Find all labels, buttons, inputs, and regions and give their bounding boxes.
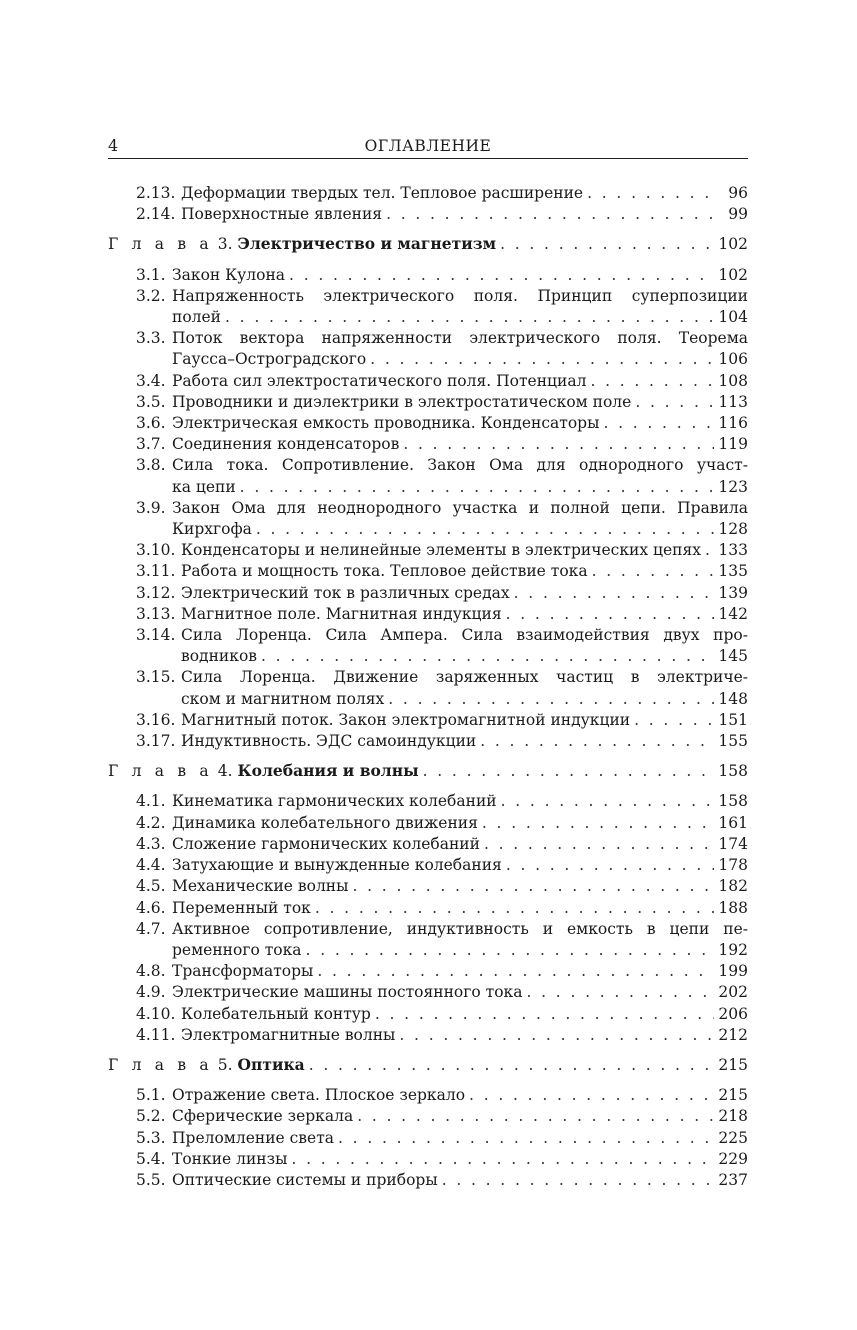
leader-dots [399, 1025, 714, 1046]
leader-dots [403, 434, 714, 455]
page-ref: 155 [718, 732, 748, 751]
toc-section-entry[interactable] [108, 434, 748, 455]
section-title-line: Напряженность электрического поля. Принцип суперпозиции [172, 286, 748, 305]
page-ref: 182 [718, 877, 748, 896]
section-number: 4.9. [136, 983, 166, 1002]
section-number: 4.5. [136, 877, 166, 896]
toc-section-entry[interactable] [108, 1085, 748, 1106]
table-of-contents [108, 183, 748, 1191]
toc-chapter-entry[interactable] [108, 1054, 748, 1076]
section-number: 5.5. [136, 1170, 166, 1189]
section-title-line: Электрические машины постоянного тока [172, 983, 523, 1002]
toc-section-entry[interactable] [108, 392, 748, 413]
section-title-line: Тонкие линзы [172, 1149, 288, 1168]
page-ref: 139 [718, 583, 748, 602]
leader-dots [357, 1106, 714, 1127]
section-number: 4.2. [136, 813, 166, 832]
leader-dots [240, 477, 714, 498]
toc-section-entry[interactable] [108, 265, 748, 286]
section-number: 5.3. [136, 1128, 166, 1147]
page-ref: 128 [718, 520, 748, 539]
toc-section-entry[interactable] [108, 328, 748, 370]
chapter-title: Оптика [237, 1054, 305, 1074]
section-title-line: Работа сил электростатического поля. Потенциал [172, 371, 587, 390]
page-ref: 188 [718, 898, 748, 917]
section-title-line: Переменный ток [172, 898, 311, 917]
section-number: 2.14. [136, 205, 176, 224]
leader-dots [291, 1149, 714, 1170]
page-ref: 104 [718, 308, 748, 327]
page-ref: 158 [718, 762, 748, 781]
section-title-line: Трансформаторы [172, 962, 314, 981]
section-number: 3.15. [136, 668, 176, 687]
section-title-line: Закон Кулона [172, 265, 286, 284]
section-title-line: Сложение гармонических колебаний [172, 834, 480, 853]
section-number: 3.16. [136, 710, 176, 729]
chapter-number: 3. [217, 235, 233, 254]
page-title: ОГЛАВЛЕНИЕ [364, 137, 492, 155]
section-number: 3.4. [136, 371, 166, 390]
section-title-line: Конденсаторы и нелинейные элементы в электрических цепях [181, 541, 702, 560]
section-title-line: Поток вектора напряженности электрического поля. Теорема [172, 329, 748, 348]
page-ref: 108 [718, 371, 748, 390]
section-number: 3.7. [136, 435, 166, 454]
toc-section-entry[interactable] [108, 413, 748, 434]
page-ref: 142 [718, 604, 748, 623]
section-title-line: Кирхгофа [172, 520, 252, 539]
toc-section-entry[interactable] [108, 286, 748, 328]
section-title-line: Электрическая емкость проводника. Конденсаторы [172, 414, 600, 433]
toc-section-entry[interactable] [108, 898, 748, 919]
toc-section-entry[interactable] [108, 183, 748, 204]
leader-dots [592, 561, 714, 582]
section-title-line: Поверхностные явления [181, 205, 383, 224]
section-title-line: полей [172, 308, 222, 327]
section-title-line: Сила Лоренца. Движение заряженных частиц в электриче- [181, 668, 748, 687]
page-ref: 99 [728, 205, 748, 224]
section-number: 3.14. [136, 626, 176, 645]
section-title-line: Деформации твердых тел. Тепловое расширение [181, 184, 584, 202]
toc-section-entry[interactable] [108, 961, 748, 982]
running-header [108, 136, 748, 159]
toc-section-entry[interactable] [108, 583, 748, 604]
section-number: 4.10. [136, 1004, 176, 1023]
toc-section-entry[interactable] [108, 1149, 748, 1170]
section-number: 4.3. [136, 834, 166, 853]
leader-dots [705, 540, 714, 561]
page-ref: 96 [728, 184, 748, 202]
page-ref: 218 [718, 1107, 748, 1126]
toc-section-entry[interactable] [108, 1025, 748, 1046]
section-title-line: Отражение света. Плоское зеркало [172, 1086, 466, 1105]
toc-section-entry[interactable] [108, 498, 748, 540]
section-title-line: Динамика колебательного движения [172, 813, 478, 832]
leader-dots [306, 940, 714, 961]
toc-section-entry[interactable] [108, 1170, 748, 1191]
leader-dots [634, 710, 714, 731]
page-ref: 178 [718, 856, 748, 875]
page-ref: 199 [718, 962, 748, 981]
chapter-label: Г л а в а [108, 235, 213, 254]
leader-dots [501, 791, 714, 812]
leader-dots [635, 392, 714, 413]
section-number: 4.4. [136, 856, 166, 875]
toc-section-entry[interactable] [108, 667, 748, 709]
leader-dots [423, 761, 714, 782]
toc-section-entry[interactable] [108, 710, 748, 731]
leader-dots [587, 183, 714, 204]
page-ref: 192 [718, 940, 748, 959]
section-title-line: Механические волны [172, 877, 349, 896]
toc-section-entry[interactable] [108, 371, 748, 392]
section-title-line: ском и магнитном полях [181, 689, 385, 708]
leader-dots [482, 813, 714, 834]
page-ref: 225 [718, 1128, 748, 1147]
leader-dots [590, 371, 714, 392]
leader-dots [603, 413, 714, 434]
leader-dots [375, 1004, 714, 1025]
section-number: 2.13. [136, 184, 176, 202]
page-number: 4 [108, 136, 119, 155]
leader-dots [480, 731, 714, 752]
section-title-line: ременного тока [172, 940, 302, 959]
section-number: 3.2. [136, 286, 166, 305]
toc-section-entry[interactable] [108, 791, 748, 812]
section-number: 3.8. [136, 456, 166, 475]
section-title-line: Преломление света [172, 1128, 335, 1147]
section-title-line: Гаусса–Остроградского [172, 350, 367, 369]
section-title-line: Магнитный поток. Закон электромагнитной индукции [181, 710, 631, 729]
page-ref: 215 [718, 1086, 748, 1105]
leader-dots [500, 234, 714, 255]
leader-dots [256, 519, 714, 540]
page-ref: 123 [718, 477, 748, 496]
chapter-label: Г л а в а [108, 762, 213, 781]
page-ref: 116 [718, 414, 748, 433]
leader-dots [469, 1085, 714, 1106]
leader-dots [442, 1170, 714, 1191]
page-ref: 113 [718, 392, 748, 411]
page-ref: 119 [718, 435, 748, 454]
section-number: 3.12. [136, 583, 176, 602]
page-ref: 212 [718, 1025, 748, 1044]
page-ref: 151 [718, 710, 748, 729]
toc-chapter-entry[interactable] [108, 233, 748, 255]
leader-dots [388, 689, 714, 710]
page-ref: 133 [718, 541, 748, 560]
leader-dots [370, 349, 714, 370]
page-ref: 215 [718, 1055, 748, 1074]
toc-section-entry[interactable] [108, 855, 748, 876]
section-number: 4.1. [136, 792, 166, 811]
section-title-line: Колебательный контур [181, 1004, 371, 1023]
leader-dots [526, 982, 714, 1003]
toc-section-entry[interactable] [108, 731, 748, 752]
leader-dots [309, 1055, 714, 1076]
chapter-number: 5. [217, 1055, 233, 1074]
toc-section-entry[interactable] [108, 540, 748, 561]
section-number: 3.9. [136, 498, 166, 517]
page-ref: 202 [718, 983, 748, 1002]
section-title-line: Активное сопротивление, индуктивность и емкость в цепи пе- [172, 919, 748, 938]
page-ref: 158 [718, 792, 748, 811]
page-ref: 206 [718, 1004, 748, 1023]
page-ref: 148 [718, 689, 748, 708]
toc-section-entry[interactable] [108, 834, 748, 855]
section-number: 5.1. [136, 1086, 166, 1105]
section-title-line: Сила Лоренца. Сила Ампера. Сила взаимодействия двух про- [181, 626, 748, 645]
toc-section-entry[interactable] [108, 625, 748, 667]
toc-section-entry[interactable] [108, 1004, 748, 1025]
page-ref: 102 [718, 265, 748, 284]
leader-dots [338, 1128, 714, 1149]
page-ref: 106 [718, 350, 748, 369]
toc-section-entry[interactable] [108, 876, 748, 897]
section-title-line: Соединения конденсаторов [172, 435, 400, 454]
section-number: 3.11. [136, 562, 176, 581]
section-title-line: Проводники и диэлектрики в электростатическом поле [172, 392, 632, 411]
page-ref: 145 [718, 647, 748, 666]
section-number: 4.8. [136, 962, 166, 981]
page-ref: 135 [718, 562, 748, 581]
section-number: 3.10. [136, 541, 176, 560]
chapter-label: Г л а в а [108, 1055, 213, 1074]
section-title-line: Электромагнитные волны [181, 1025, 396, 1044]
leader-dots [225, 307, 714, 328]
toc-section-entry[interactable] [108, 982, 748, 1003]
section-number: 3.5. [136, 392, 166, 411]
leader-dots [484, 834, 714, 855]
toc-section-entry[interactable] [108, 1128, 748, 1149]
section-number: 3.13. [136, 604, 176, 623]
toc-chapter-entry[interactable] [108, 760, 748, 782]
page-ref: 102 [718, 235, 748, 254]
toc-section-entry[interactable] [108, 204, 748, 225]
leader-dots [315, 898, 714, 919]
section-title-line: Затухающие и вынужденные колебания [172, 856, 502, 875]
section-title-line: Работа и мощность тока. Тепловое действие тока [181, 562, 588, 581]
leader-dots [317, 961, 714, 982]
leader-dots [514, 583, 714, 604]
section-number: 4.7. [136, 919, 166, 938]
section-title-line: Закон Ома для неоднородного участка и полной цепи. Правила [172, 498, 748, 517]
section-number: 5.2. [136, 1107, 166, 1126]
section-title-line: Оптические системы и приборы [172, 1170, 438, 1189]
section-number: 3.17. [136, 732, 176, 751]
chapter-title: Электричество и магнетизм [237, 234, 497, 254]
leader-dots [261, 646, 714, 667]
section-number: 5.4. [136, 1149, 166, 1168]
page-ref: 229 [718, 1149, 748, 1168]
section-number: 3.3. [136, 329, 166, 348]
section-title-line: ка цепи [172, 477, 236, 496]
leader-dots [352, 876, 714, 897]
section-title-line: Электрический ток в различных средах [181, 583, 510, 602]
toc-section-entry[interactable] [108, 604, 748, 625]
leader-dots [506, 604, 714, 625]
section-title-line: Сферические зеркала [172, 1107, 354, 1126]
section-title-line: Сила тока. Сопротивление. Закон Ома для однородного участ- [172, 456, 748, 475]
section-number: 3.6. [136, 414, 166, 433]
toc-section-entry[interactable] [108, 561, 748, 582]
section-number: 3.1. [136, 265, 166, 284]
section-title-line: Индуктивность. ЭДС самоиндукции [181, 732, 477, 751]
leader-dots [506, 855, 714, 876]
leader-dots [289, 265, 714, 286]
chapter-title: Колебания и волны [237, 761, 419, 781]
toc-section-entry[interactable] [108, 813, 748, 834]
toc-section-entry[interactable] [108, 455, 748, 497]
leader-dots [386, 204, 714, 225]
page-ref: 174 [718, 834, 748, 853]
toc-section-entry[interactable] [108, 1106, 748, 1127]
section-title-line: Магнитное поле. Магнитная индукция [181, 604, 502, 623]
chapter-number: 4. [217, 762, 233, 781]
section-number: 4.11. [136, 1025, 176, 1044]
page-ref: 237 [718, 1170, 748, 1189]
section-title-line: Кинематика гармонических колебаний [172, 792, 497, 811]
section-number: 4.6. [136, 898, 166, 917]
toc-section-entry[interactable] [108, 919, 748, 961]
section-title-line: водников [181, 647, 258, 666]
page-ref: 161 [718, 813, 748, 832]
